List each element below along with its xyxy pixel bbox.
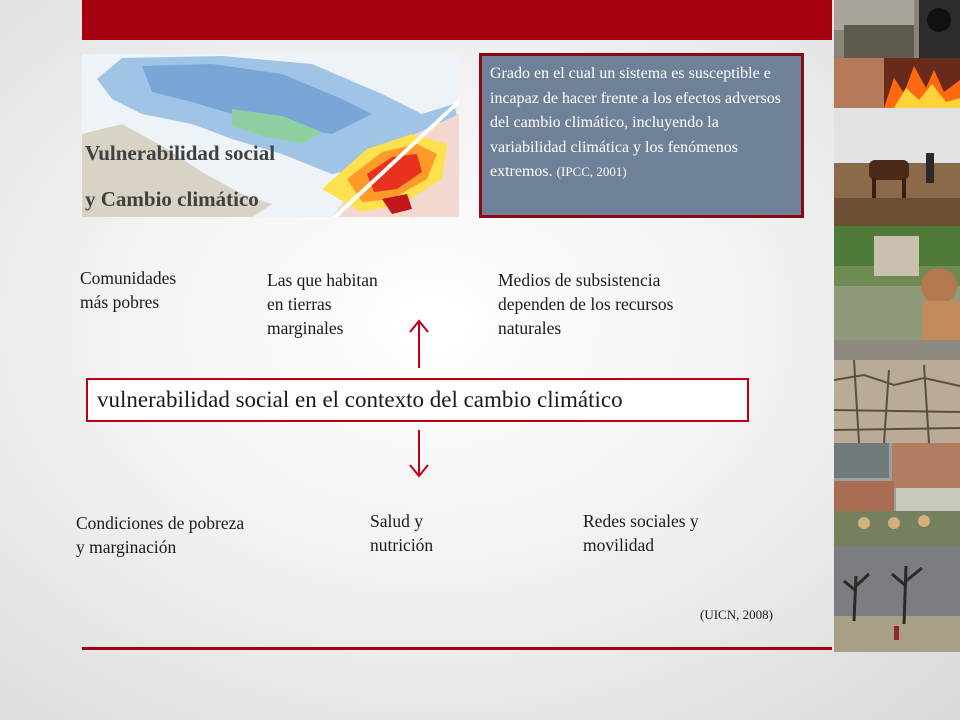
title-line-2: y Cambio climático [85, 187, 259, 211]
title-line-1: Vulnerabilidad social [85, 141, 276, 165]
definition-citation: (IPCC, 2001) [556, 164, 627, 179]
top-accent-bar [82, 0, 832, 40]
ox-plough-farming-photo [834, 108, 960, 226]
flood-aerial-photo [834, 0, 960, 58]
factor-social-networks: Redes sociales y movilidad [583, 511, 699, 555]
affected-people-collage-photo [834, 443, 960, 546]
factor-health-nutrition: Salud y nutrición [370, 511, 434, 555]
dead-trees-landscape-photo [834, 546, 960, 652]
flooded-village-child-photo [834, 226, 960, 340]
factor-marginal-lands: Las que habitan en tierras marginales [267, 270, 378, 338]
cracked-drought-soil-photo [834, 340, 960, 443]
central-concept-text: vulnerabilidad social en el contexto del cambio climático [97, 387, 623, 412]
photo-strip [834, 0, 960, 652]
factor-poverty-marginalization: Condiciones de pobreza y marginación [76, 513, 245, 557]
arrow-up-icon [408, 318, 430, 370]
arrow-down-icon [408, 430, 430, 480]
wildfire-photo [834, 58, 960, 108]
source-citation: (UICN, 2008) [700, 607, 773, 622]
definition-text: Grado en el cual un sistema es susceptible e incapaz de hacer frente a los efectos adversos del cambio climático, incluyendo la variabilidad climática y los fenómenos extremos. [490, 65, 781, 180]
bottom-accent-rule [82, 647, 832, 650]
factor-livelihood-resources: Medios de subsistencia dependen de los recursos naturales [498, 270, 674, 338]
definition-box [479, 53, 804, 218]
factor-poorest-communities: Comunidades más pobres [80, 268, 177, 312]
central-concept-box [86, 378, 749, 422]
